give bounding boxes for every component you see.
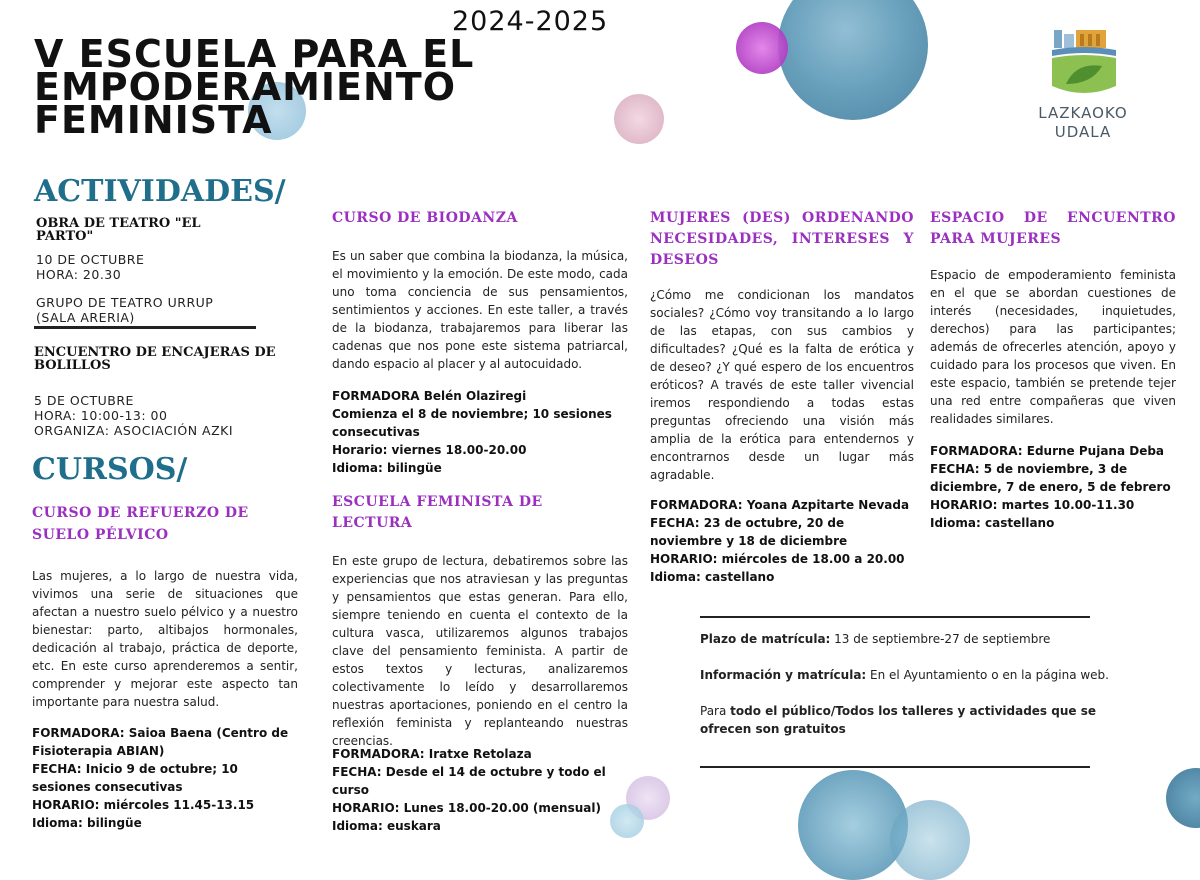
- activity-venue: (SALA ARERIA): [36, 310, 135, 325]
- course-fecha: Comienza el 8 de noviembre; 10 sesiones consecutivas: [332, 407, 612, 439]
- activity-date: 10 DE OCTUBRE: [36, 252, 145, 267]
- divider-line-top: [700, 616, 1090, 618]
- course-fecha: FECHA: 23 de octubre, 20 de noviembre y 18 de diciembre: [650, 516, 848, 548]
- course-idioma: Idioma: castellano: [930, 516, 1055, 530]
- course-description-biodanza: Es un saber que combina la biodanza, la música, el movimiento y la emoción. De este modo, cada uno toma conciencia de sus pensamientos, sentimientos y acciones. En este taller, a través de la biodanza, trabajaremos para liberar las cadenas que nos pone este sistema patriarcal, dando espacio al placer y al autocuidado.: [332, 249, 628, 371]
- course-description-suelo-pelvico: Las mujeres, a lo largo de nuestra vida, vivimos una serie de situaciones que afectan a nuestro suelo pélvico y a nuestro bienestar: parto, altibajos hormonales, dedicación al trabajo, práctica de deporte, etc. En este curso aprenderemos a sentir, comprender y mejorar este aspecto tan importante para nuestra salud.: [32, 569, 298, 709]
- course-fecha: FECHA: Inicio 9 de octubre; 10 sesiones consecutivas: [32, 762, 238, 794]
- course-horario: HORARIO: miércoles 11.45-13.15: [32, 798, 255, 812]
- course-title-biodanza: CURSO DE BIODANZA: [332, 210, 518, 226]
- course-description-mujeres: ¿Cómo me condicionan los mandatos sociales? ¿Cómo voy transitando a lo largo de las etapas, con sus cambios y dificultades? ¿Qué es la falta de erótica y de deseo? ¿Y qué espero de los encuentros eróticos? A través de este taller vivencial iremos respondiendo a todas estas preguntas ofreciendo una visión más amplia de la erótica para entendernos y encontrarnos desde un lugar más agradable.: [650, 288, 914, 482]
- course-formadora: FORMADORA: Saioa Baena (Centro de Fisioterapia ABIAN): [32, 726, 289, 758]
- page-title-line-3: FEMINISTA: [34, 98, 273, 142]
- school-year: 2024-2025: [452, 6, 609, 37]
- logo-text-line-1: LAZKAOKO: [1038, 104, 1128, 122]
- divider-line-bottom: [700, 766, 1090, 768]
- course-formadora: FORMADORA: Yoana Azpitarte Nevada: [650, 498, 910, 512]
- enrollment-info-label: Información y matrícula:: [700, 668, 867, 682]
- course-idioma: Idioma: bilingüe: [32, 816, 142, 830]
- municipality-name: [1028, 104, 1138, 142]
- cursos-heading: CURSOS/: [32, 452, 188, 487]
- course-formadora: FORMADORA: Edurne Pujana Deba: [930, 444, 1165, 458]
- watercolor-blob-teal-right: [1166, 768, 1200, 828]
- course-idioma: Idioma: euskara: [332, 819, 441, 833]
- course-details-biodanza: [332, 387, 622, 477]
- course-title-suelo-pelvico: CURSO DE REFUERZO DE SUELO PÉLVICO: [32, 505, 249, 543]
- free-notice-prefix: Para: [700, 704, 731, 718]
- free-notice: [700, 702, 1150, 738]
- course-description-espacio: Espacio de empoderamiento feminista en el que se abordan cuestiones de interés (necesidades, inquietudes, derechos) para las participantes; además de ofrecerles atención, apoyo y cuidado para los procesos que viven. En este espacio, también se pretende tejer una red entre compañeras que viven realidades similares.: [930, 268, 1176, 426]
- enrollment-period: [700, 630, 1140, 648]
- activity-organizer: GRUPO DE TEATRO URRUP: [36, 295, 214, 310]
- course-formadora: FORMADORA: Iratxe Retolaza: [332, 747, 532, 761]
- watercolor-blob-teal-top: [778, 0, 928, 120]
- course-details-espacio: [930, 442, 1176, 532]
- course-title-espacio: ESPACIO DE ENCUENTRO PARA MUJERES: [930, 210, 1176, 247]
- course-details-mujeres: [650, 496, 916, 586]
- activity-title: ENCUENTRO DE ENCAJERAS DE BOLILLOS: [34, 345, 276, 373]
- course-horario: HORARIO: martes 10.00-11.30: [930, 498, 1135, 512]
- course-title-mujeres: MUJERES (DES) ORDENANDO NECESIDADES, INTERESES Y DESEOS: [650, 210, 914, 268]
- watercolor-blob-teal-bottom-2: [890, 800, 970, 880]
- course-horario: HORARIO: miércoles de 18.00 a 20.00: [650, 552, 905, 566]
- course-details-suelo-pelvico: [32, 724, 294, 832]
- enrollment-info-value: En el Ayuntamiento o en la página web.: [866, 668, 1109, 682]
- course-horario: HORARIO: Lunes 18.00-20.00 (mensual): [332, 801, 601, 815]
- actividades-heading: ACTIVIDADES/: [34, 174, 286, 209]
- activity-title: OBRA DE TEATRO "EL PARTO": [36, 216, 201, 244]
- divider-line: [34, 326, 256, 329]
- logo-text-line-2: UDALA: [1054, 123, 1112, 141]
- activity-info: [34, 393, 304, 438]
- course-title-lectura: ESCUELA FEMINISTA DE LECTURA: [332, 494, 543, 531]
- logo-emblem-icon: [1046, 26, 1122, 98]
- activity-info: [36, 252, 286, 325]
- enrollment-period-value: 13 de septiembre-27 de septiembre: [830, 632, 1051, 646]
- course-formadora: FORMADORA Belén Olaziregi: [332, 389, 527, 403]
- page-title-line-1: V ESCUELA PARA EL: [34, 32, 475, 76]
- municipality-logo: [1046, 26, 1122, 98]
- free-notice-text: todo el público/Todos los talleres y actividades que se ofrecen son gratuitos: [700, 704, 1096, 736]
- watercolor-blob-purple-top: [736, 22, 788, 74]
- course-idioma: Idioma: castellano: [650, 570, 775, 584]
- activity-organizer: ORGANIZA: ASOCIACIÓN AZKI: [34, 423, 234, 438]
- activity-time: HORA: 10:00-13: 00: [34, 408, 168, 423]
- page-title: [34, 32, 634, 142]
- course-description-lectura: En este grupo de lectura, debatiremos sobre las experiencias que nos atraviesan y las preguntas y pensamientos que estas generan. Para ello, siempre teniendo en cuenta el contexto de la cultura vasca, utilizaremos algunos trabajos clave del pensamiento feminista. A partir de estos textos y lecturas, analizaremos colectivamente lo leído y desarrollaremos nuestras aportaciones, poniendo en el centro la reflexión feminista y replanteando nuestras creencias.: [332, 554, 628, 748]
- course-fecha: FECHA: Desde el 14 de octubre y todo el curso: [332, 765, 606, 797]
- watercolor-blob-teal-bottom: [798, 770, 908, 880]
- page-title-line-2: EMPODERAMIENTO: [34, 65, 457, 109]
- course-fecha: FECHA: 5 de noviembre, 3 de diciembre, 7 de enero, 5 de febrero: [930, 462, 1171, 494]
- enrollment-info: [700, 666, 1140, 684]
- activity-date: 5 DE OCTUBRE: [34, 393, 134, 408]
- course-details-lectura: [332, 745, 628, 835]
- activity-time: HORA: 20.30: [36, 267, 122, 282]
- course-horario: Horario: viernes 18.00-20.00: [332, 443, 527, 457]
- course-idioma: Idioma: bilingüe: [332, 461, 442, 475]
- enrollment-period-label: Plazo de matrícula:: [700, 632, 831, 646]
